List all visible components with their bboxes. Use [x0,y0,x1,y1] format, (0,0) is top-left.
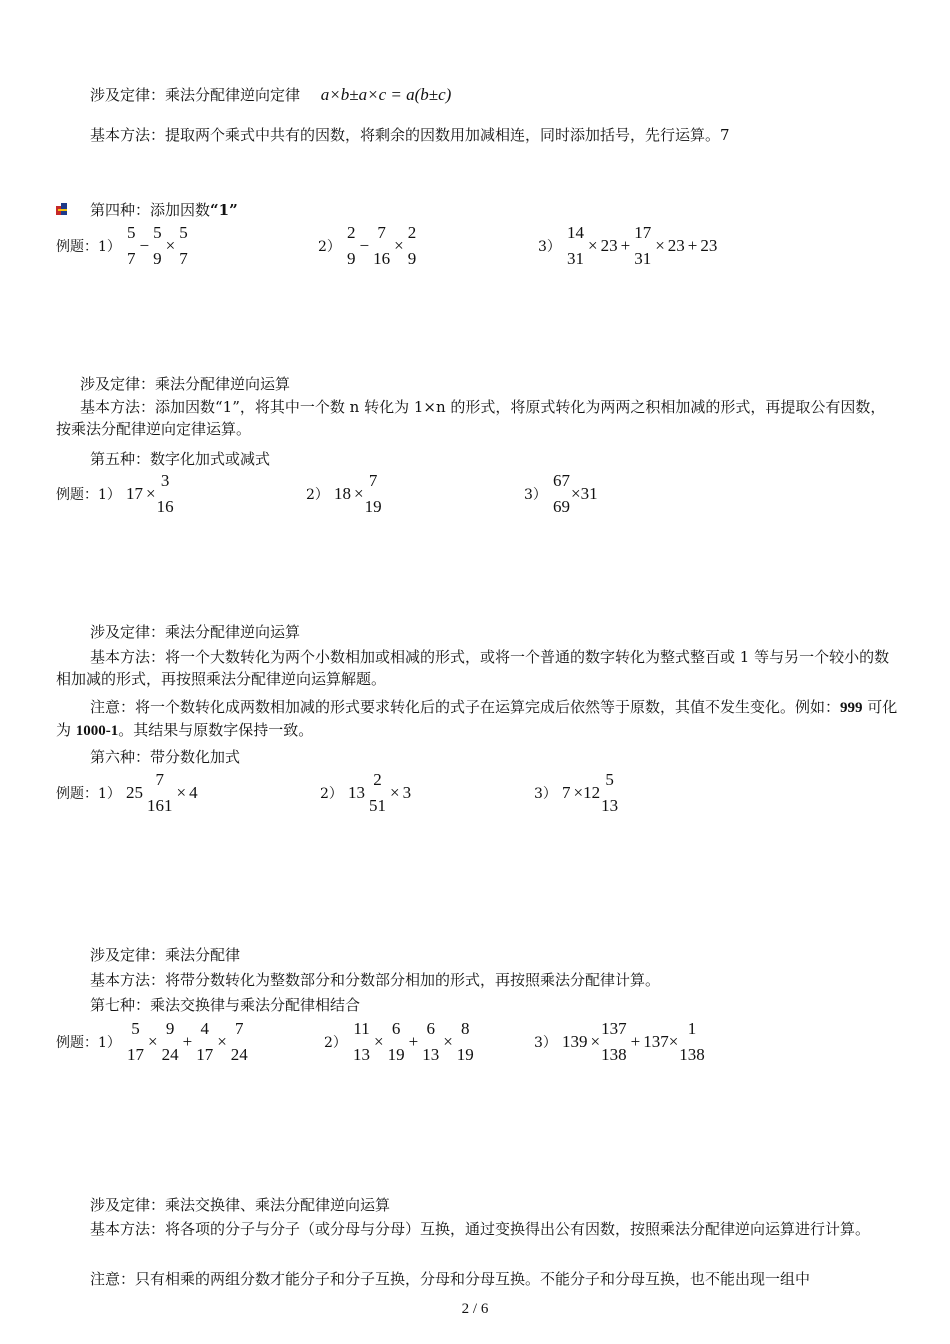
section6-example-3: 3） 7 ×12 5 13 [534,770,619,815]
section5-law: 涉及定律：乘法分配律逆向运算 [90,623,301,641]
section4-example-1: 例题：1） 5 7 − 5 9 × 5 7 [56,220,189,272]
section5-title: 第五种：数字化加式或减式 [90,450,271,468]
section4-title [90,199,238,221]
section6-method: 基本方法：将带分数转化为整数部分和分数部分相加的形式，再按照乘法分配律计算。 [90,971,661,989]
law-line-top [90,84,451,106]
section6-example-2: 2） 13 2 51 × 3 [320,770,412,815]
section7-title: 第七种：乘法交换律与乘法分配律相结合 [90,996,361,1014]
example-label: 2） [306,487,329,503]
example-label: 2） [320,786,343,802]
example-label: 例题：1） [56,1035,121,1051]
section4-example-3: 3） 14 31 × 23 + 17 31 × 23 + 23 [538,223,718,268]
section6-law: 涉及定律：乘法分配律 [90,946,241,964]
section6-title: 第六种：带分数化加式 [90,748,241,766]
note-number: 1000-1 [75,723,119,739]
section7-example-1: 例题：1） 5 17 × 9 24 + 4 17 × 7 24 [56,1019,248,1064]
example-label: 2） [318,239,341,255]
section5-method: 基本方法：将一个大数转化为两个小数相加或相减的形式，或将一个普通的数字转化为整式整百或 1 等与另一个较小的数相加减的形式，再按照乘法分配律逆向运算解题。 [56,648,890,688]
example-label: 例题：1） [56,487,121,503]
fraction: 5 9 [153,223,162,268]
example-label: 例题：1） [56,786,121,802]
section5-example-2: 2） 18 × 7 19 [306,471,382,516]
method-line-top: 基本方法：提取两个乘式中共有的因数，将剩余的因数用加减相连，同时添加括号，先行运算。7 [90,126,730,144]
section4-title-quote: “1” [210,201,238,219]
example-label: 3） [534,786,557,802]
bookmark-icon [56,203,68,215]
example-label: 3） [534,1035,557,1051]
section4-example-2: 2） 2 9 − 7 16 × 2 9 [318,223,417,268]
note-number: 999 [840,700,863,716]
fraction: 5 7 [179,223,188,268]
example-label: 3） [524,487,547,503]
section7-example-2: 2） 11 13 × 6 19 + 6 13 × 8 19 [324,1019,474,1064]
fraction: 5 7 [127,223,136,268]
law-label: 涉及定律：乘法分配律逆向定律 [90,86,301,104]
section5-example-1: 例题：1） 17 × 3 16 [56,471,174,516]
section5-note [56,696,898,742]
section4-method: 基本方法：添加因数“1”，将其中一个数 n 转化为 1×n 的形式，将原式转化为两两之积相加减的形式，再提取公有因数，按乘法分配律逆向定律运算。 [56,398,886,438]
section7-note: 注意：只有相乘的两组分数才能分子和分子互换，分母和分母互换。不能分子和分母互换，也不能出现一组中 [90,1270,811,1288]
section5-example-3: 3） 67 69 ×31 [524,471,598,516]
note-text: 可化为 [56,698,898,739]
section7-example-3: 3） 139 × 137 138 + 137× 1 138 [534,1019,705,1064]
law-formula: a×b±a×c = a(b±c) [320,85,452,104]
section6-example-1: 例题：1） 25 7 161 × 4 [56,770,198,815]
note-text: 注意：将一个数转化成两数相加减的形式要求转化后的式子在运算完成后依然等于原数，其值不发生变化。例如： [90,698,841,716]
note-text: 。其结果与原数字保持一致。 [118,721,314,739]
section4-law: 涉及定律：乘法分配律逆向运算 [80,375,291,393]
page-number: 2 / 6 [461,1301,489,1317]
example-label: 3） [538,239,561,255]
section4-title-text: 第四种：添加因数 [90,201,211,219]
section7-method: 基本方法：将各项的分子与分子（或分母与分母）互换，通过变换得出公有因数，按照乘法分配律逆向运算进行计算。 [90,1220,871,1238]
section7-law: 涉及定律：乘法交换律、乘法分配律逆向运算 [90,1196,391,1214]
example-label: 2） [324,1035,347,1051]
example-label: 例题：1） [56,239,121,255]
